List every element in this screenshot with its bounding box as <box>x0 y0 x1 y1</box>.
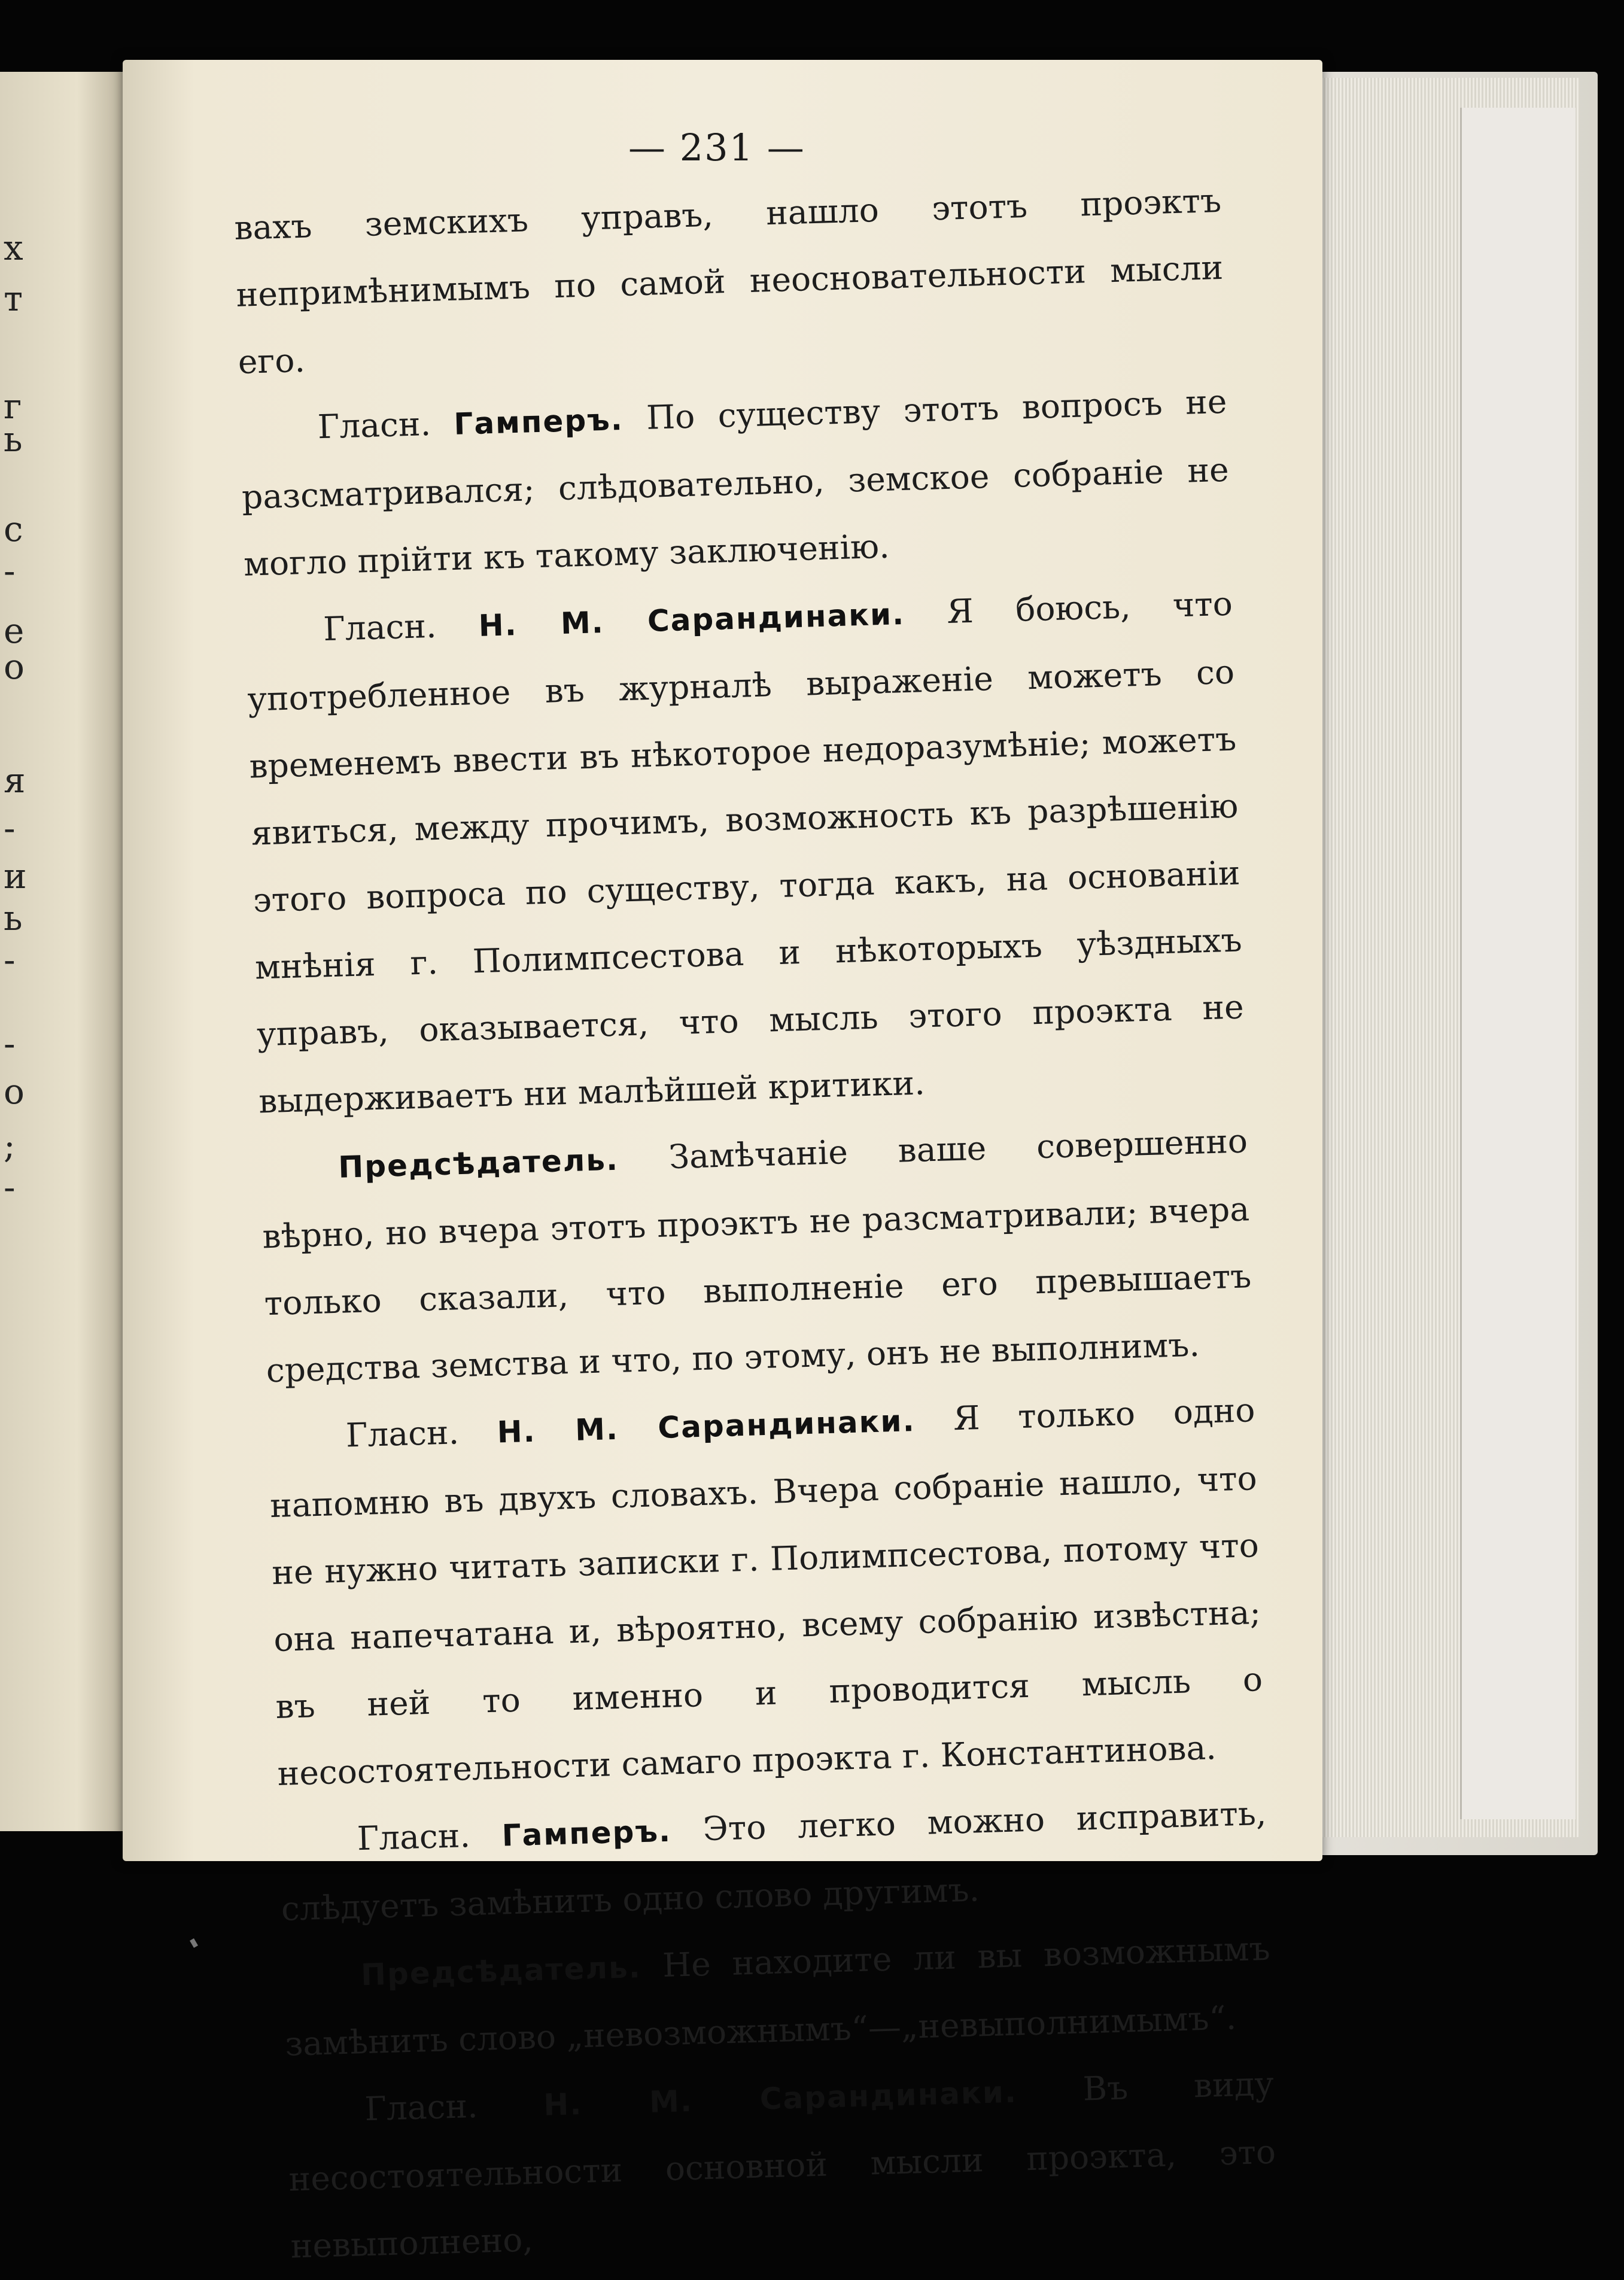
left-page-text-fragment: - <box>4 940 16 980</box>
paragraph-text: Это легко можно исправить, слѣдуетъ замѣнить одно слово другимъ. <box>281 1793 1267 1928</box>
page-text <box>233 167 1279 2280</box>
left-page-text-fragment: - <box>4 808 16 849</box>
speaker-name: Гамперъ. <box>453 402 624 442</box>
left-page-text-fragment: - <box>4 1023 16 1064</box>
left-page-text-fragment: г <box>4 386 22 427</box>
paragraph <box>239 368 1231 598</box>
speaker-prefix: Гласн. <box>317 403 455 446</box>
left-page-text-fragment: о <box>4 646 25 687</box>
left-page-text-fragment: - <box>4 1167 16 1208</box>
left-page-text-fragment: ь <box>4 898 23 938</box>
left-page-text-fragment: ь <box>4 419 23 460</box>
speaker-prefix: Гласн. <box>345 1412 498 1455</box>
speaker-prefix: Гласн. <box>323 605 479 649</box>
left-page-text-fragment: я <box>4 760 26 801</box>
speaker-prefix: Гласн. <box>356 1815 503 1858</box>
left-page-text-fragment: ; <box>4 1125 16 1166</box>
left-page-text-fragment: х <box>4 227 23 268</box>
speaker-name: Н. М. Сарандинаки. <box>496 1403 916 1450</box>
speaker-name: Гамперъ. <box>501 1813 672 1853</box>
paragraph-text: Я только одно напомню въ двухъ словахъ. Вчера собранiе нашло, что не нужно читать записки г. Полимпсестова, потому что она напечатана и, вѣроятно, всему собранiю извѣстна; въ ней то именно и проводится мысль о несостоятельности самаго проэкта г. Константинова. <box>269 1391 1263 1793</box>
paragraph <box>233 167 1226 396</box>
paragraph <box>245 570 1246 1135</box>
paragraph-text: По существу этотъ вопросъ не разсматривался; слѣдовательно, земское собранiе не могло прiйти къ такому заключенiю. <box>241 382 1230 583</box>
left-page-text-fragment: с <box>4 509 23 549</box>
paragraph-text: Я боюсь, что употребленное въ журналѣ выраженiе можетъ со временемъ ввести въ нѣкоторое недоразумѣнiе; можетъ явиться, между прочимъ, возможность къ разрѣшенiю этого вопроса по существу, тогда какъ, на основанiи мнѣнiя г. Полимпсестова и нѣкоторыхъ уѣздныхъ управъ, оказывается, что мысль этого проэкта не выдерживаетъ ни малѣйшей критики. <box>247 584 1245 1121</box>
paragraph-text: Не находите ли вы возможнымъ замѣнить слово „невозможнымъ“—„невыполнимымъ“. <box>284 1929 1271 2063</box>
left-page-text-fragment: и <box>4 856 27 896</box>
paragraph-text: Замѣчанiе ваше совершенно вѣрно, но вчера этотъ проэктъ не разсматривали; вчера только сказали, что выполненiе его превышаетъ средства земства и что, по этому, онъ не выполнимъ. <box>261 1121 1252 1390</box>
paragraph <box>286 2050 1279 2280</box>
page-number: — 231 — <box>628 126 805 169</box>
book-cover-edge <box>1460 108 1576 1819</box>
speaker-name: Н. М. Сарандинаки. <box>543 2074 1018 2123</box>
paragraph <box>267 1376 1265 1807</box>
left-page-edge <box>0 72 129 1831</box>
speaker-name: Н. М. Сарандинаки. <box>478 596 905 643</box>
paragraph-text: Въ виду несостоятельности основной мысли проэкта, это невыполнено, <box>288 2064 1276 2266</box>
speaker-name: Предсѣдатель. <box>360 1950 642 1993</box>
left-page-text-fragment: - <box>4 551 16 591</box>
paragraph <box>282 1915 1273 2078</box>
speaker-name: Предсѣдатель. <box>337 1142 619 1185</box>
paragraph-text: вахъ земскихъ управъ, нашло этотъ проэктъ непримѣнимымъ по самой неосновательности мысли его. <box>233 181 1224 381</box>
left-page-text-fragment: т <box>4 278 23 319</box>
paragraph <box>260 1107 1254 1404</box>
speaker-prefix: Гласн. <box>364 2084 545 2129</box>
paragraph <box>278 1780 1269 1942</box>
scan-speck <box>190 1938 198 1948</box>
left-page-text-fragment: е <box>4 610 25 651</box>
left-page-text-fragment: о <box>4 1071 25 1112</box>
